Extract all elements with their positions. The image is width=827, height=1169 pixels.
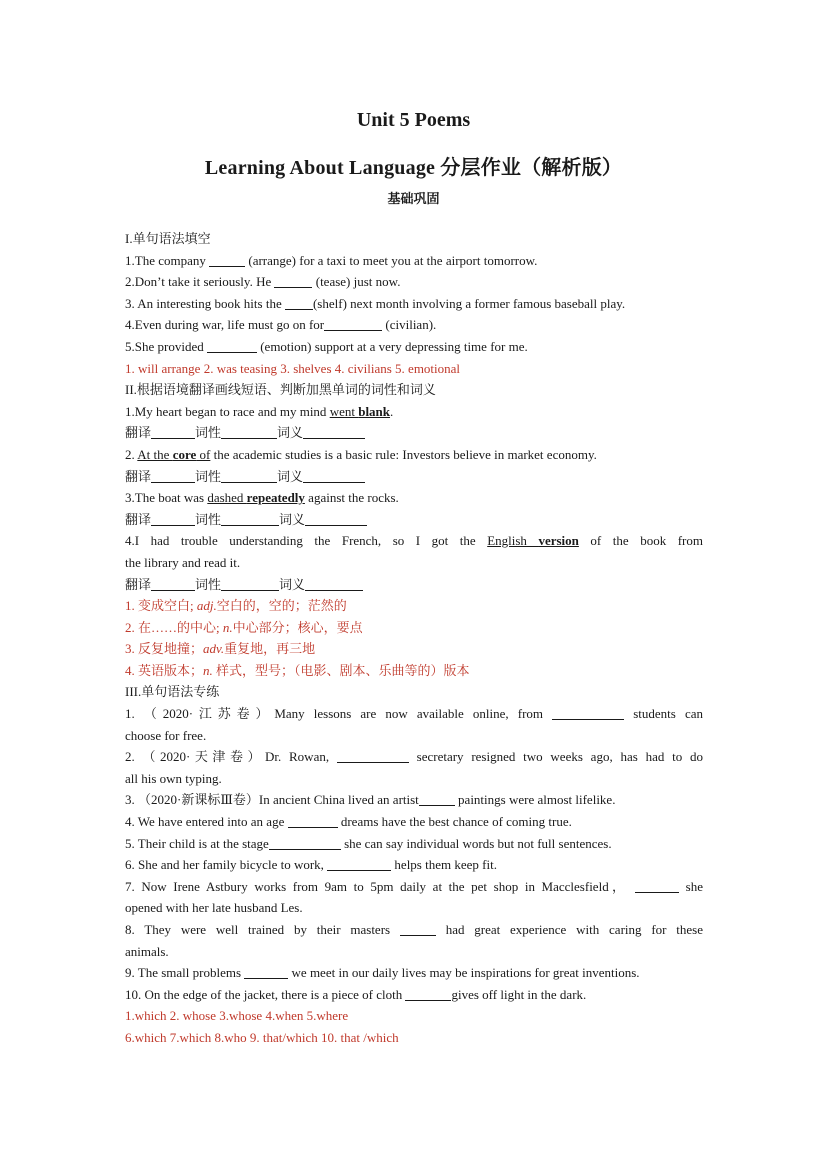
s2-answer-4: 4. 英语版本；n. 样式，型号；（电影、剧本、乐曲等的）版本	[125, 662, 470, 678]
s1-question-1: 1.The company (arrange) for a taxi to meet you at the airport tomorrow.	[125, 252, 538, 268]
s3-question-1-cont: choose for free.	[125, 727, 207, 743]
section-1-heading: I.单句语法填空	[125, 231, 211, 246]
meaning-blank[interactable]	[303, 469, 365, 483]
pos-blank[interactable]	[221, 577, 279, 591]
answer-blank[interactable]	[274, 274, 312, 288]
bold-word: core	[172, 446, 197, 462]
section-2-heading: II.根据语境翻译画线短语、判断加黑单词的词性和词义	[125, 382, 436, 398]
meaning-blank[interactable]	[305, 512, 367, 526]
s1-answers: 1. will arrange 2. was teasing 3. shelves 4. civilians 5. emotional	[125, 360, 461, 376]
s2-answer-row-1: 翻译 词性 词义	[125, 422, 703, 444]
s3-answers-2: 6.which 7.which 8.who 9. that/which 10. that /which	[125, 1029, 399, 1045]
s1-question-5: 5.She provided (emotion) support at a very depressing time for me.	[125, 338, 528, 354]
answer-blank[interactable]	[552, 706, 624, 720]
s3-question-5: 5. Their child is at the stage she can say individual words but not full sentences.	[125, 835, 612, 851]
s3-question-4: 4. We have entered into an age dreams have the best chance of coming true.	[125, 814, 572, 830]
s3-question-9: 9. The small problems we meet in our daily lives may be inspirations for great inventions.	[125, 965, 640, 981]
translation-blank[interactable]	[151, 577, 195, 591]
translation-blank[interactable]	[151, 469, 195, 483]
answer-blank[interactable]	[244, 965, 288, 979]
s2-question-4: 4.I had trouble understanding the French, so I got the English version of the book from	[125, 533, 703, 549]
answer-blank[interactable]	[337, 749, 409, 763]
section-3-heading: III.单句语法专练	[125, 684, 220, 700]
s2-question-4-cont: the library and read it.	[125, 554, 241, 570]
s1-question-3: 3. An interesting book hits the (shelf) next month involving a former famous baseball play.	[125, 295, 626, 311]
s3-answers-1: 1.which 2. whose 3.whose 4.when 5.where	[125, 1008, 349, 1024]
translation-blank[interactable]	[151, 512, 195, 526]
s3-question-2-cont: all his own typing.	[125, 770, 222, 786]
s3-question-6: 6. She and her family bicycle to work, helps them keep fit.	[125, 857, 497, 873]
answer-blank[interactable]	[269, 836, 341, 850]
s3-question-8-cont: animals.	[125, 943, 169, 959]
answer-blank[interactable]	[207, 339, 257, 353]
s3-question-2: 2. （2020·天津卷）Dr. Rowan, secretary resigned two weeks ago, has had to do	[125, 749, 703, 765]
pos-blank[interactable]	[221, 425, 277, 439]
answer-blank[interactable]	[419, 792, 455, 806]
s3-question-8: 8. They were well trained by their masters had great experience with caring for these	[125, 922, 703, 937]
s3-question-1: 1. （2020·江苏卷）Many lessons are now available online, from students can	[125, 706, 703, 722]
s2-answer-row-2: 翻译 词性 词义	[125, 466, 703, 488]
s2-answer-2: 2. 在……的中心; n.中心部分；核心，要点	[125, 619, 363, 635]
answer-blank[interactable]	[405, 987, 451, 1001]
pos-blank[interactable]	[221, 469, 277, 483]
lesson-subtitle: Learning About Language 分层作业（解析版）	[204, 157, 623, 179]
s3-question-3: 3. （2020·新课标Ⅲ卷）In ancient China lived an artist paintings were almost lifelike.	[125, 792, 616, 808]
s2-answer-1: 1. 变成空白; adj.空白的，空的；茫然的	[125, 598, 347, 614]
translation-blank[interactable]	[151, 425, 195, 439]
s2-question-1: 1.My heart began to race and my mind went blank.	[125, 403, 394, 419]
s2-question-2: 2. At the core of the academic studies is a basic rule: Investors believe in market economy.	[125, 446, 597, 462]
answer-blank[interactable]	[288, 814, 338, 828]
s1-question-4: 4.Even during war, life must go on for (civilian).	[125, 317, 437, 333]
s2-answer-3: 3. 反复地撞；adv.重复地，再三地	[125, 641, 316, 657]
level-heading: 基础巩固	[387, 191, 440, 206]
pos-blank[interactable]	[221, 512, 279, 526]
meaning-blank[interactable]	[305, 577, 363, 591]
answer-blank[interactable]	[327, 857, 391, 871]
unit-title: Unit 5 Poems	[356, 109, 471, 131]
answer-blank[interactable]	[285, 296, 313, 310]
answer-blank[interactable]	[400, 922, 436, 936]
s3-question-10: 10. On the edge of the jacket, there is a piece of cloth gives off light in the dark.	[125, 986, 587, 1002]
bold-word: version	[538, 533, 579, 549]
worksheet-body	[125, 228, 703, 1049]
s2-answer-row-4: 翻译 词性 词义	[125, 574, 703, 596]
bold-word: repeatedly	[246, 490, 305, 506]
bold-word: blank	[358, 403, 391, 419]
s2-question-3: 3.The boat was dashed repeatedly against the rocks.	[125, 490, 399, 506]
answer-blank[interactable]	[324, 317, 382, 331]
meaning-blank[interactable]	[303, 425, 365, 439]
s2-answer-row-3: 翻译 词性 词义	[125, 509, 703, 531]
s3-question-7: 7. Now Irene Astbury works from 9am to 5pm daily at the pet shop in Macclesfield， she	[125, 878, 703, 894]
s3-question-7-cont: opened with her late husband Les.	[125, 900, 303, 916]
s1-question-2: 2.Don’t take it seriously. He (tease) just now.	[125, 274, 401, 290]
answer-blank[interactable]	[635, 879, 679, 893]
answer-blank[interactable]	[209, 253, 245, 267]
